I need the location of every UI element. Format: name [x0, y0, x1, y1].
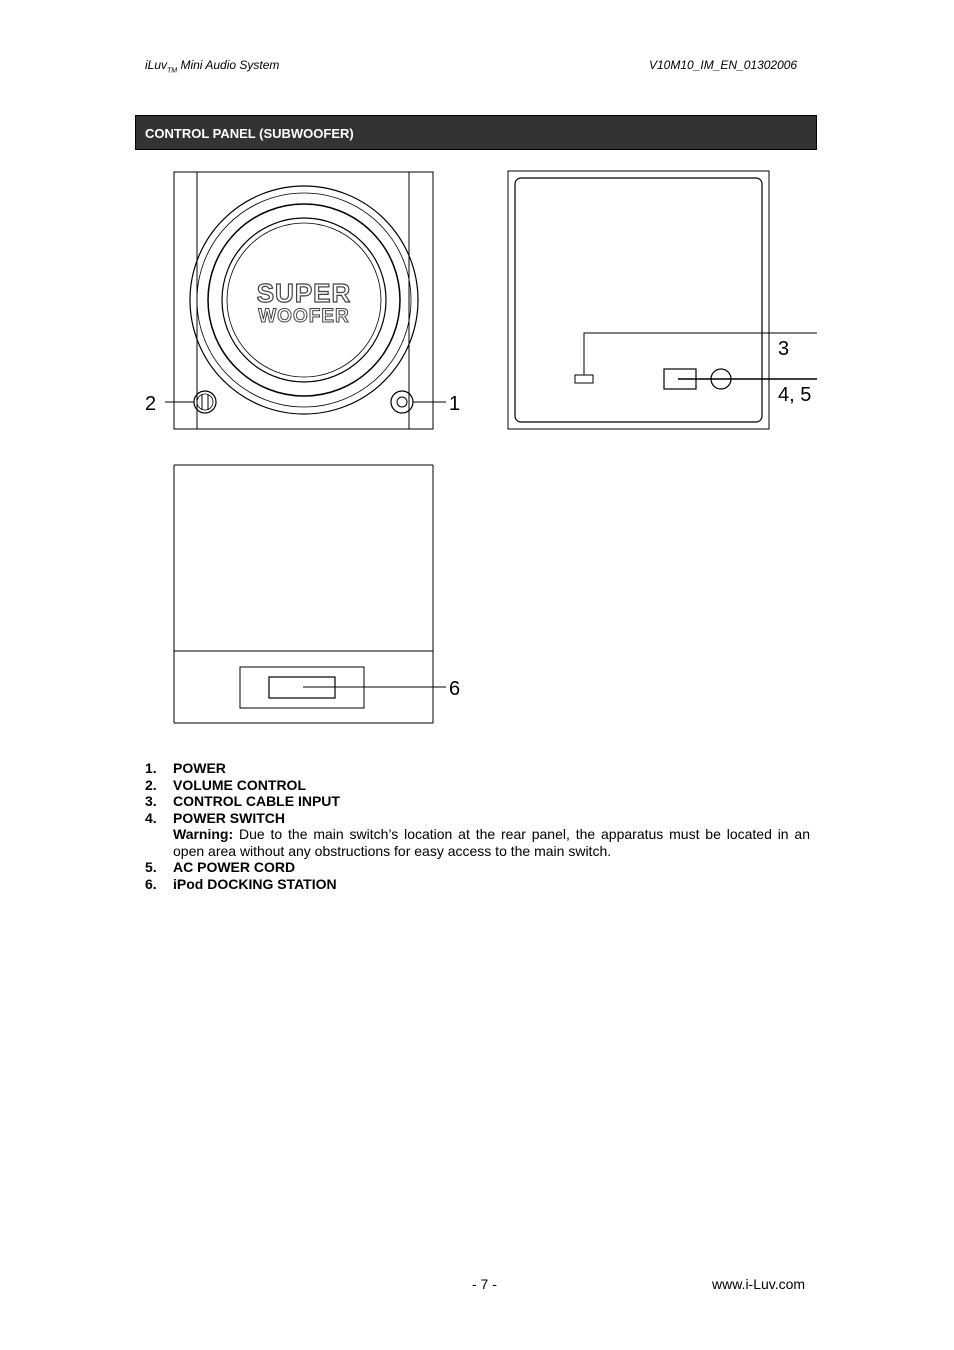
callout-6-label: 6: [449, 678, 461, 700]
power-button-icon: [391, 391, 413, 413]
control-cable-port: [575, 375, 593, 383]
warning-label: Warning:: [173, 826, 234, 842]
header-doc-code: V10M10_IM_EN_01302006: [649, 58, 798, 72]
rear-view-diagram: [508, 171, 817, 429]
list-item: 1. POWER: [145, 760, 226, 776]
volume-knob-icon: [194, 391, 216, 413]
list-item: 5. AC POWER CORD: [145, 859, 296, 875]
trademark-subscript: TM: [167, 67, 178, 75]
rear-view-outline: [508, 171, 769, 429]
page-number: - 7 -: [472, 1276, 497, 1292]
section-title: CONTROL PANEL (SUBWOOFER): [145, 126, 354, 141]
footer-url: www.i-Luv.com: [712, 1276, 806, 1292]
callout-45-label: 4, 5: [778, 384, 812, 406]
list-item: 2. VOLUME CONTROL: [145, 776, 306, 793]
warning-text: Due to the main switch’s location at the rear panel, the apparatus must be located in an open area without any obstructions for easy access to the main switch.: [173, 826, 810, 859]
header-product-name: iLuv$_{TM}$ Mini Audio System: [145, 58, 280, 75]
logo-super: SUPER: [256, 278, 352, 308]
control-list: [145, 760, 810, 892]
callout-3-label: 3: [778, 338, 790, 360]
list-item: 3. CONTROL CABLE INPUT: [145, 793, 340, 809]
callout-1-label: 1: [449, 393, 461, 415]
warning-note: [145, 826, 810, 859]
callout-2-label: 2: [145, 393, 157, 415]
logo-woofer: WOOFER: [258, 306, 350, 327]
list-item: 6. iPod DOCKING STATION: [145, 875, 337, 892]
list-item: 4. POWER SWITCH: [145, 809, 285, 826]
top-view-diagram: [174, 465, 446, 723]
